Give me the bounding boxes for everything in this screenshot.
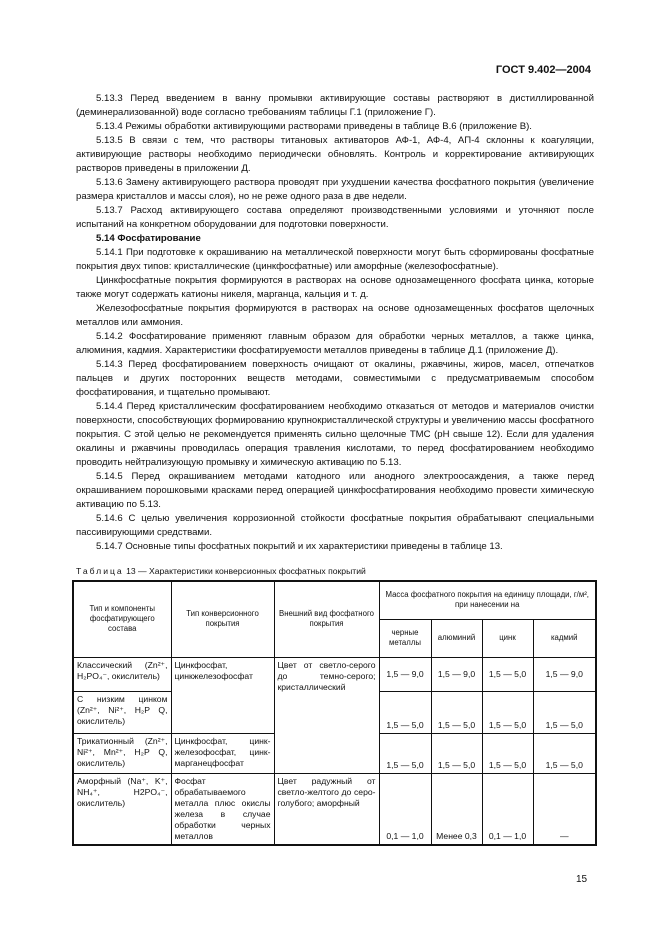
cell-coating-type: Цинкфосфат, цинк-железофосфат, цинк-марганецфосфат — [171, 733, 274, 773]
cell-value: 1,5 — 9,0 — [431, 657, 482, 691]
cell-composition: С низким цинком (Zn²⁺, Ni²⁺, H₂P Q, окислитель) — [73, 691, 171, 733]
cell-value: 1,5 — 9,0 — [379, 657, 431, 691]
paragraph: 5.13.6 Замену активирующего раствора проводят при ухудшении качества фосфатного покрытия (увеличение размера кристаллов и массы слоя), но не реже одного раза в две недели. — [76, 177, 594, 202]
table-row — [73, 773, 596, 845]
cell-value: 1,5 — 5,0 — [533, 733, 596, 773]
cell-value: 1,5 — 5,0 — [533, 691, 596, 733]
phosphate-coatings-table — [72, 580, 597, 846]
table-caption — [76, 566, 366, 576]
table-row — [73, 657, 596, 691]
cell-value: 1,5 — 5,0 — [379, 733, 431, 773]
caption-label: Таблица — [76, 566, 124, 576]
header-cadmium: кадмий — [533, 619, 596, 657]
page-number: 15 — [576, 874, 588, 885]
cell-value: 0,1 — 1,0 — [379, 773, 431, 845]
header-zinc: цинк — [482, 619, 533, 657]
cell-value: 0,1 — 1,0 — [482, 773, 533, 845]
paragraph: 5.13.3 Перед введением в ванну промывки активирующие составы растворяют в дистиллированной (деминерализованной) воде согласно требованиям таблицы Г.1 (приложение Г). — [76, 93, 594, 118]
cell-value: 1,5 — 9,0 — [533, 657, 596, 691]
header-appearance: Внешний вид фосфатного покрытия — [274, 581, 379, 657]
paragraph: 5.13.7 Расход активирующего состава определяют производственными условиями и уточняют после испытаний на конкретном оборудовании для подготовки поверхности. — [76, 205, 594, 230]
header-mass: Масса фосфатного покрытия на единицу площади, г/м², при нанесении на — [379, 581, 596, 619]
cell-composition: Аморфный (Na⁺, K⁺, NH₄⁺, H2PO₄⁻, окислитель) — [73, 773, 171, 845]
cell-coating-type: Цинкфосфат, цинкжелезофосфат — [171, 657, 274, 733]
header-aluminum: алюминий — [431, 619, 482, 657]
cell-value: 1,5 — 5,0 — [482, 691, 533, 733]
paragraph: 5.14.7 Основные типы фосфатных покрытий и их характеристики приведены в таблице 13. — [96, 541, 503, 552]
cell-appearance: Цвет радужный от светло-желтого до серо-голубого; аморфный — [274, 773, 379, 845]
paragraph: 5.14.5 Перед окрашиванием методами катодного или анодного электроосаждения, а также перед окрашиванием порошковыми красками перед операцией цинкфосфатирования необходимо провести химическую активацию по 5.13. — [76, 471, 594, 510]
cell-value: Менее 0,3 — [431, 773, 482, 845]
paragraph: 5.14.2 Фосфатирование применяют главным образом для обработки черных металлов, а также цинка, алюминия, кадмия. Характеристики фосфатируемости металлов приведены в таблице Д.1 (приложение Д). — [76, 331, 594, 356]
caption-text: 13 — Характеристики конверсионных фосфатных покрытий — [126, 566, 366, 576]
cell-value: 1,5 — 5,0 — [431, 733, 482, 773]
body-text — [76, 92, 594, 554]
cell-coating-type: Фосфат обрабатываемого металла плюс окислы железа в случае обработки черных металлов — [171, 773, 274, 845]
paragraph: Железофосфатные покрытия формируются в растворах на основе однозамещенных фосфатов щелочных металлов или аммония. — [76, 303, 594, 328]
header-composition: Тип и компоненты фосфатирующего состава — [73, 581, 171, 657]
paragraph: 5.14.3 Перед фосфатированием поверхность очищают от окалины, ржавчины, жиров, масел, отпечатков пальцев и других посторонних веществ методами, совместимыми с предусматриваемым способом фосфатирования, и тщательно промывают. — [76, 359, 594, 398]
standard-number: ГОСТ 9.402—2004 — [495, 64, 591, 76]
paragraph: 5.14.6 С целью увеличения коррозионной стойкости фосфатные покрытия обрабатывают специальными пассивирующими средствами. — [76, 513, 594, 538]
header-ferrous: черные металлы — [379, 619, 431, 657]
cell-composition: Трикатионный (Zn²⁺, Ni²⁺, Mn²⁺, H₂P Q, окислитель) — [73, 733, 171, 773]
paragraph: 5.13.4 Режимы обработки активирующими растворами приведены в таблице В.6 (приложение В). — [96, 121, 532, 132]
section-heading: 5.14 Фосфатирование — [96, 233, 201, 244]
cell-composition: Классический (Zn²⁺, H₂PO₄⁻, окислитель) — [73, 657, 171, 691]
cell-value: 1,5 — 5,0 — [431, 691, 482, 733]
cell-value: 1,5 — 5,0 — [482, 657, 533, 691]
cell-value: — — [533, 773, 596, 845]
cell-value: 1,5 — 5,0 — [482, 733, 533, 773]
cell-appearance: Цвет от светло-серого до темно-серого; кристаллический — [274, 657, 379, 773]
paragraph: 5.14.4 Перед кристаллическим фосфатированием необходимо отказаться от методов и материалов очистки поверхности, способствующих формированию крупнокристаллической структуры и увеличению массы фосфатного покрытия. С этой целью не рекомендуется применять сильно щелочные ТМС (pH свыше 12). Если для удаления окалины и ржавчины проводилась операция травления кислотами, то перед фосфатированием необходимо проводить нейтрализующую промывку и химическую активацию по 5.13. — [76, 401, 594, 468]
header-coating-type: Тип конверсионного покрытия — [171, 581, 274, 657]
paragraph: 5.13.5 В связи с тем, что растворы титановых активаторов АФ-1, АФ-4, АП-4 склонны к коагуляции, активирующие растворы необходимо периодически обновлять. Контроль и корректирование активирующих растворов приведены в приложении Д. — [76, 135, 594, 174]
cell-value: 1,5 — 5,0 — [379, 691, 431, 733]
paragraph: Цинкфосфатные покрытия формируются в растворах на основе однозамещенного фосфата цинка, которые также могут содержать катионы никеля, марганца, кальция и т. д. — [76, 275, 594, 300]
paragraph: 5.14.1 При подготовке к окрашиванию на металлической поверхности могут быть сформированы фосфатные покрытия двух типов: кристаллические (цинкфосфатные) или аморфные (железофосфатные). — [76, 247, 594, 272]
